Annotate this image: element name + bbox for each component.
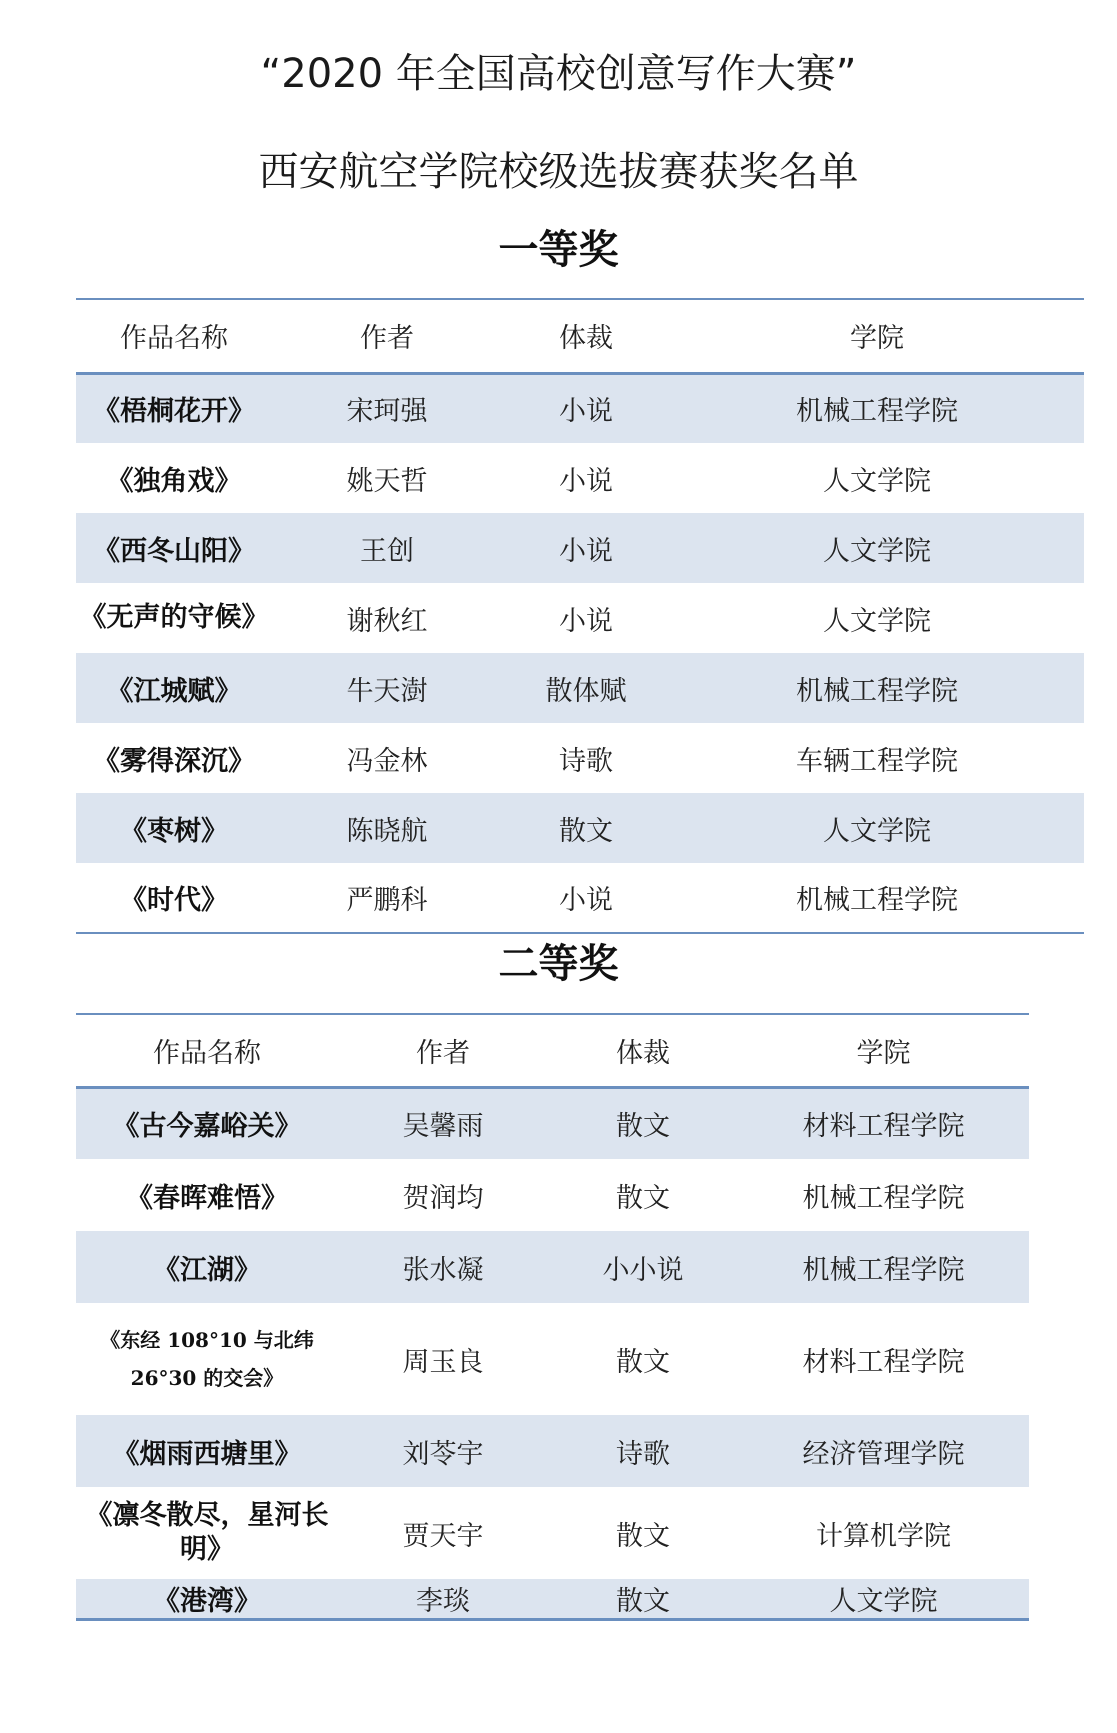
header-genre: 体裁 xyxy=(548,1014,738,1087)
second-prize-heading: 二等奖 xyxy=(498,940,619,987)
author-cell: 贾天宇 xyxy=(402,1520,484,1552)
genre-cell: 散文 xyxy=(616,1346,670,1378)
college-cell: 经济管理学院 xyxy=(738,1415,1029,1487)
header-genre: 体裁 xyxy=(502,299,670,373)
genre-cell: 诗歌 xyxy=(559,745,613,777)
work-cell: 《雾得深沉》 xyxy=(93,745,255,777)
work-cell: 《江城赋》 xyxy=(76,653,272,723)
college-cell: 计算机学院 xyxy=(816,1520,951,1552)
table-row xyxy=(76,443,1084,513)
author-cell: 李琰 xyxy=(338,1579,548,1620)
author-cell: 陈晓航 xyxy=(272,793,502,863)
college-cell: 机械工程学院 xyxy=(670,373,1084,443)
genre-cell: 散文 xyxy=(616,1182,670,1214)
work-cell: 《港湾》 xyxy=(76,1579,338,1620)
work-cell: 《东经 108°10 与北纬 26°30 的交会》 xyxy=(100,1328,314,1390)
genre-cell: 小说 xyxy=(559,885,613,916)
college-cell: 机械工程学院 xyxy=(796,885,958,916)
college-cell: 人文学院 xyxy=(823,605,931,637)
author-cell: 周玉良 xyxy=(402,1346,484,1378)
genre-cell: 小说 xyxy=(559,465,613,497)
college-cell: 材料工程学院 xyxy=(738,1087,1029,1159)
author-cell: 牛天澍 xyxy=(272,653,502,723)
table-row xyxy=(76,723,1084,793)
work-cell: 《烟雨西塘里》 xyxy=(76,1415,338,1487)
table-row xyxy=(76,793,1084,863)
work-cell: 《西冬山阳》 xyxy=(76,513,272,583)
work-cell: 《无声的守候》 xyxy=(79,602,269,633)
table-row xyxy=(76,513,1084,583)
work-cell: 《凛冬散尽，星河长明》 xyxy=(85,1500,329,1565)
table-row xyxy=(76,1159,1029,1231)
genre-cell: 小说 xyxy=(559,605,613,637)
table-header-row xyxy=(76,1014,1029,1087)
table-header-row xyxy=(76,299,1084,373)
header-work: 作品名称 xyxy=(76,1014,338,1087)
genre-cell: 散文 xyxy=(548,1087,738,1159)
work-cell: 《江湖》 xyxy=(76,1231,338,1303)
work-cell: 《春晖难悟》 xyxy=(126,1182,288,1214)
table-row xyxy=(76,863,1084,933)
table-row xyxy=(76,583,1084,653)
genre-cell: 诗歌 xyxy=(548,1415,738,1487)
work-cell: 《梧桐花开》 xyxy=(76,373,272,443)
table-row xyxy=(76,373,1084,443)
second-prize-table xyxy=(76,1013,1029,1621)
college-cell: 机械工程学院 xyxy=(802,1182,965,1214)
author-cell: 严鹏科 xyxy=(346,885,428,916)
college-cell: 机械工程学院 xyxy=(670,653,1084,723)
genre-cell: 散文 xyxy=(616,1520,670,1552)
table-row xyxy=(76,1415,1029,1487)
document-title-line1: “2020 年全国高校创意写作大赛” xyxy=(260,51,857,97)
author-cell: 王创 xyxy=(272,513,502,583)
author-cell: 宋珂强 xyxy=(272,373,502,443)
genre-cell: 小说 xyxy=(502,513,670,583)
college-cell: 人文学院 xyxy=(670,793,1084,863)
college-cell: 人文学院 xyxy=(823,465,931,497)
first-prize-table xyxy=(76,298,1084,934)
college-cell: 材料工程学院 xyxy=(802,1346,965,1378)
header-author: 作者 xyxy=(338,1014,548,1087)
table-row xyxy=(76,1579,1029,1620)
genre-cell: 小说 xyxy=(502,373,670,443)
college-cell: 人文学院 xyxy=(738,1579,1029,1620)
table-row xyxy=(76,1303,1029,1415)
header-college: 学院 xyxy=(670,299,1084,373)
author-cell: 刘苓宇 xyxy=(338,1415,548,1487)
table-row xyxy=(76,653,1084,723)
genre-cell: 散文 xyxy=(548,1579,738,1620)
author-cell: 张水凝 xyxy=(338,1231,548,1303)
author-cell: 吴馨雨 xyxy=(338,1087,548,1159)
college-cell: 车辆工程学院 xyxy=(796,745,958,777)
author-cell: 谢秋红 xyxy=(346,605,428,637)
work-cell: 《时代》 xyxy=(120,885,228,916)
table-row xyxy=(76,1087,1029,1159)
college-cell: 机械工程学院 xyxy=(738,1231,1029,1303)
author-cell: 冯金林 xyxy=(346,745,428,777)
table-row xyxy=(76,1231,1029,1303)
genre-cell: 小小说 xyxy=(548,1231,738,1303)
work-cell: 《枣树》 xyxy=(76,793,272,863)
college-cell: 人文学院 xyxy=(670,513,1084,583)
author-cell: 姚天哲 xyxy=(346,465,428,497)
work-cell: 《古今嘉峪关》 xyxy=(76,1087,338,1159)
genre-cell: 散体赋 xyxy=(502,653,670,723)
header-college: 学院 xyxy=(738,1014,1029,1087)
author-cell: 贺润均 xyxy=(402,1182,484,1214)
genre-cell: 散文 xyxy=(502,793,670,863)
table-row xyxy=(76,1487,1029,1579)
header-work: 作品名称 xyxy=(76,299,272,373)
work-cell: 《独角戏》 xyxy=(106,465,242,497)
first-prize-heading: 一等奖 xyxy=(498,226,619,273)
header-author: 作者 xyxy=(272,299,502,373)
document-title-line2: 西安航空学院校级选拔赛获奖名单 xyxy=(258,149,859,195)
